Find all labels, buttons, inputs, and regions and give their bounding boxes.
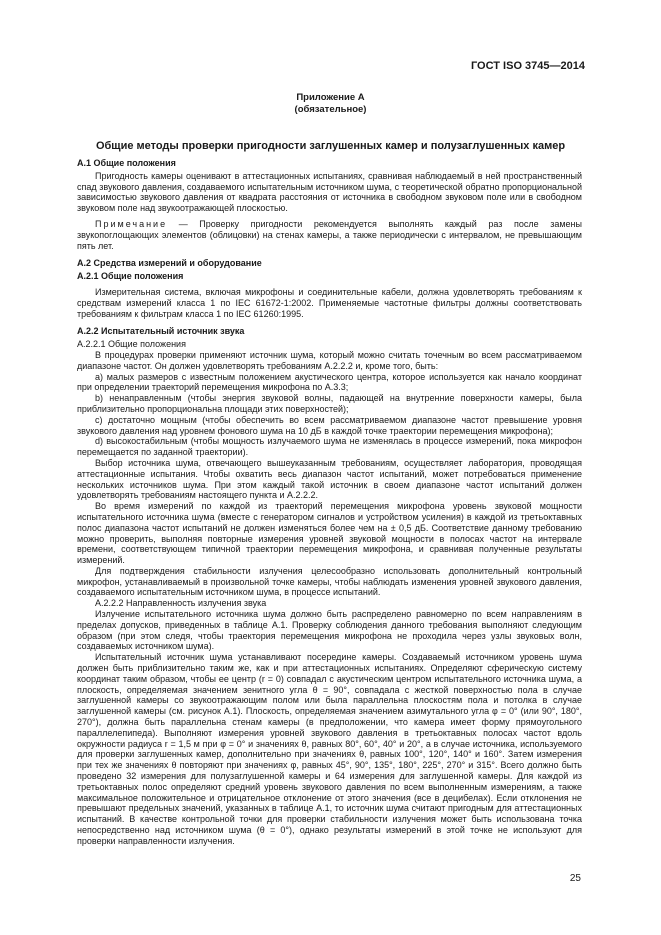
body-text [77,158,582,847]
section-heading-a21: А.2.1 Общие положения [77,271,184,282]
section-heading-a222: А.2.2.2 Направленность излучения звука [95,598,267,609]
section-heading-a221: А.2.2.1 Общие положения [77,339,186,350]
paragraph-a221-3: Во время измерений по каждой из траекторий перемещения микрофона уровень звуковой мощности испытательного источника шума (вместе с генератором сигналов и устройством усиления) в каждой из третьоктавных полос диапазона частот испытаний не должен изменяться более чем на ± 0,5 дБ. Соответствие данному требованию можно проверить, выполняя повторные измерения уровней звуковой мощности в полосах частот на интервале времени, соответствующем типичной траектории перемещения микрофона, и сравнивая полученные результаты измерений. [77,501,582,566]
paragraph-a222-1: Излучение испытательного источника шума должно быть распределено равномерно по всем направлениям в пределах допусков, приведенных в таблице А.1. Проверку соблюдения данного требования выполняют следующим образом (при этом следя, чтобы траектория перемещения микрофона не проходила через узлы звуковых волн, создаваемых источником шума). [77,609,582,652]
section-heading-a22: А.2.2 Испытательный источник звука [77,326,245,337]
list-item-d: d) высокостабильным (чтобы мощность излучаемого шума не изменялась в процессе измерений, пока микрофон перемещается по заданной траектории). [77,436,582,458]
page-number: 25 [569,873,581,884]
annex-title: Приложение А [296,92,365,103]
section-heading-a1: А.1 Общие положения [77,158,176,168]
paragraph-a221-2: Выбор источника шума, отвечающего вышеуказанным требованиям, осуществляет лаборатория, проводящая аттестационные испытания. Чтобы охватить весь диапазон частот испытаний, может потребоваться применение нескольких источников шума. При этом каждый такой источник в своем диапазоне частот испытаний должен удовлетворять требованиям настоящего пункта и А.2.2.2. [77,457,582,501]
paragraph-a1-1: Пригодность камеры оценивают в аттестационных испытаниях, сравнивая наблюдаемый в ней пространственный спад звукового давления, создаваемого испытательным источником шума, с теоретической обратно пропорциональной зависимостью звукового давления от квадрата расстояния от источника в свободном звуковом поле или в свободном звуковом поле над звукоотражающей плоскостью. [77,170,582,214]
list-item-b: b) ненаправленным (чтобы энергия звуковой волны, падающей на внутренние поверхности камеры, была приблизительно пропорциональна площади этих поверхностей); [77,393,582,414]
list-item-a: а) малых размеров с известным положением акустического центра, которое используется как начало координат при определении траекторий перемещения микрофона по А.3.3; [77,371,582,393]
main-title: Общие методы проверки пригодности заглушенных камер и полузаглушенных камер [95,140,566,152]
paragraph-a222-2: Испытательный источник шума устанавливают посередине камеры. Создаваемый источником уровень шума должен быть приблизительно таким же, как и при аттестационных испытаниях. Определяют сферическую систему координат таким образом, чтобы ее центр (r = 0) совпадал с акустическим центром испытательного источника шума, а плоскость, определяемая значением зенитного угла θ = 90°, совпадала с жесткой поверхностью пола в случае заглушенной камеры со звукоотражающим полом или была параллельна плоскостям пола и потолка в случае заглушенной камеры (см. рисунок А.1). Плоскость, определяемая значением азимутального угла φ = 0° (или 90°, 180°, 270°), должна быть параллельна стенам камеры (в предположении, что камера имеет форму прямоугольного параллелепипеда). Выполняют измерения уровней звукового давления в третьоктавных полосах частот вдоль окружности радиуса r = 1,5 м при φ = 0° и значениях θ, равных 80°, 60°, 40° и 20°, а в случае источника, используемого для проверки заглушенных камер, дополнительно при значениях θ, равных 100°, 120°, 140° и 160°. Затем измерения при тех же значениях θ повторяют при значениях φ, равных 45°, 90°, 135°, 180°, 225°, 270° и 315°. Всего должно быть проведено 32 измерения для полузаглушенной камеры и 64 измерения для заглушенной камеры. Для каждой из третьоктавных полос определяют средний уровень звукового давления по всем выполненным измерениям, а также максимальное положительное и отрицательное отклонение от этого значения (все в децибелах). Если отклонения не превышают предельных значений, указанных в таблице А.1, то источник шума считают пригодным для аттестационных испытаний. В качестве контрольной точки для проверки стабильности излучения может быть использована точка непосредственно над источником шума (θ = 0°), однако результаты измерений в этой точке не используют для проверки направленности излучения. [77,652,582,846]
note-label: Примечание [95,218,168,229]
annex-status: (обязательное) [294,104,367,115]
paragraph-a221-1: В процедурах проверки применяют источник шума, который можно считать точечным во всем рассматриваемом диапазоне частот. Он должен удовлетворять требованиям А.2.2.2 и, кроме того, быть: [77,349,582,371]
document-code: ГОСТ ISO 3745—2014 [470,60,585,72]
list-item-c: с) достаточно мощным (чтобы обеспечить во всем рассматриваемом диапазоне частот превышение уровня звукового давления над уровнем фонового шума на 10 дБ в каждой точке траектории перемещения микрофона); [77,414,582,436]
paragraph-a221-4: Для подтверждения стабильности излучения целесообразно использовать дополнительный контрольный микрофон, устанавливаемый в произвольной точке камеры, чтобы наблюдать изменения уровней звукового давления, создаваемого испытательным источником шума, в процессе испытаний. [77,565,582,598]
note-text: — Проверку пригодности рекомендуется выполнять каждый раз после замены звукопоглощающих элементов (облицовки) на стенах камеры, а также периодически с интервалом, не превышающим пять лет. [77,218,582,251]
note-a1 [77,219,582,251]
section-heading-a2: А.2 Средства измерений и оборудование [77,258,262,269]
paragraph-a21-1: Измерительная система, включая микрофоны и соединительные кабели, должна удовлетворять требованиям к средствам измерений класса 1 по IEC 61672-1:2002. Применяемые частотные фильтры должны соответствовать требованиям к фильтрам класса 1 по IEC 61260:1995. [77,286,582,319]
